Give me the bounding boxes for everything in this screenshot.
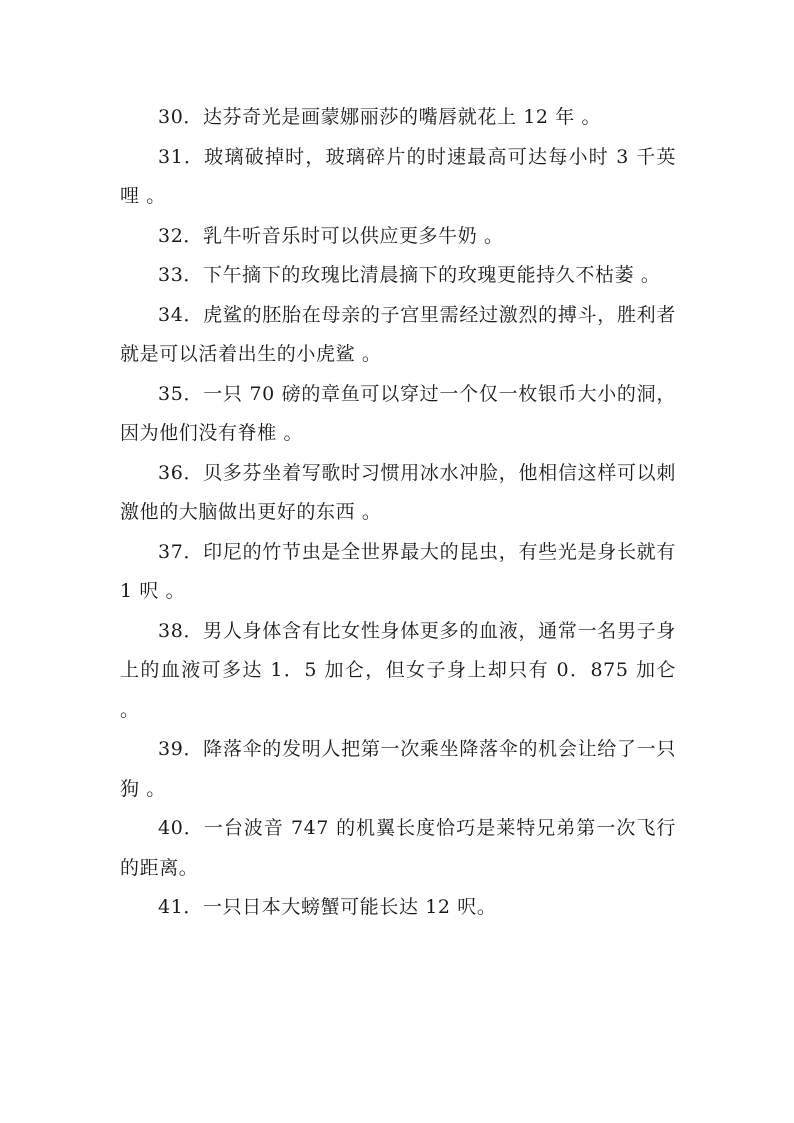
document-body [120, 98, 676, 928]
fact-paragraph: 40．一台波音 747 的机翼长度恰巧是莱特兄弟第一次飞行的距离。 [120, 817, 676, 879]
fact-paragraph: 35．一只 70 磅的章鱼可以穿过一个仅一枚银币大小的洞，因为他们没有脊椎 。 [120, 382, 676, 444]
fact-paragraph: 34．虎鲨的胚胎在母亲的子宫里需经过激烈的搏斗，胜利者就是可以活着出生的小虎鲨 。 [120, 303, 676, 365]
fact-paragraph: 36．贝多芬坐着写歌时习惯用冰水冲脸，他相信这样可以刺激他的大脑做出更好的东西 。 [120, 461, 676, 523]
fact-paragraph: 30．达芬奇光是画蒙娜丽莎的嘴唇就花上 12 年 。 [158, 106, 602, 128]
fact-paragraph: 32．乳牛听音乐时可以供应更多牛奶 。 [158, 224, 504, 247]
fact-paragraph: 39．降落伞的发明人把第一次乘坐降落伞的机会让给了一只狗 。 [120, 738, 676, 800]
fact-paragraph: 31．玻璃破掉时，玻璃碎片的时速最高可达每小时 3 千英哩 。 [120, 145, 676, 207]
fact-paragraph: 41．一只日本大螃蟹可能长达 12 呎。 [158, 896, 497, 918]
fact-paragraph: 37．印尼的竹节虫是全世界最大的昆虫，有些光是身长就有 1 呎 。 [120, 540, 676, 602]
fact-paragraph: 33．下午摘下的玫瑰比清晨摘下的玫瑰更能持久不枯萎 。 [158, 264, 661, 286]
fact-paragraph: 38．男人身体含有比女性身体更多的血液，通常一名男子身上的血液可多达 1．5 加仑，但女子身上却只有 0．875 加仑 。 [120, 619, 676, 721]
